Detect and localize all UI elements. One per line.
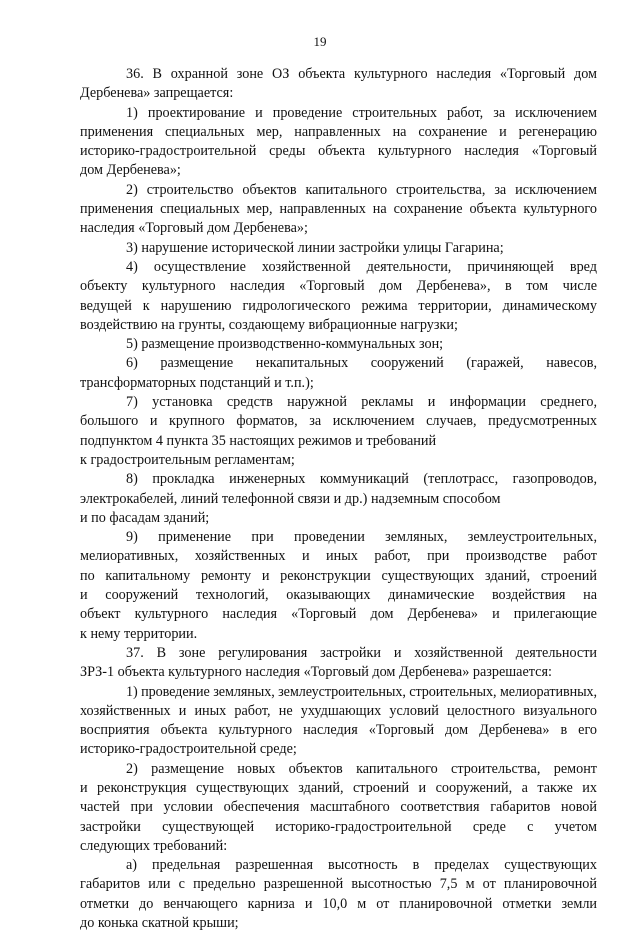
text-line: наследия «Торговый дом Дербенева»;	[80, 220, 308, 237]
text-line: к нему территории.	[80, 625, 198, 642]
text-line: восприятия объекта культурного наследия «Торговый дом Дербенева» в его	[80, 722, 597, 739]
text-line: ведущей к нарушению гидрологического режима территории, динамическому	[80, 297, 597, 314]
text-line: и реконструкция существующих зданий, строений и сооружений, а также их	[80, 779, 597, 796]
text-line: 2) размещение новых объектов капитального строительства, ремонт	[126, 760, 597, 777]
document-body	[80, 65, 597, 933]
text-line: а) предельная разрешенная высотность в пределах существующих	[126, 857, 597, 874]
text-line: 3) нарушение исторической линии застройки улицы Гагарина;	[126, 239, 504, 256]
text-line: 9) применение при проведении земляных, землеустроительных,	[126, 529, 597, 546]
text-line: подпунктом 4 пункта 35 настоящих режимов и требований	[80, 432, 437, 449]
text-line: большого и крупного форматов, за исключением случаев, предусмотренных	[80, 413, 597, 430]
text-line: историко-градостроительной среды объекта культурного наследия «Торговый	[80, 143, 597, 160]
text-line: трансформаторных подстанций и т.п.);	[80, 374, 314, 391]
text-line: 6) размещение некапитальных сооружений (гаражей, навесов,	[126, 355, 597, 372]
text-line: мелиоративных, хозяйственных и иных работ, при производстве работ	[80, 548, 597, 565]
text-line: воздействию на грунты, создающему вибрационные нагрузки;	[80, 316, 458, 333]
text-line: к градостроительным регламентам;	[80, 451, 295, 468]
text-line: хозяйственных и иных работ, не ухудшающих условий целостного визуального	[80, 702, 597, 719]
text-line: 37. В зоне регулирования застройки и хозяйственной деятельности	[126, 644, 597, 661]
text-line: и сооружений технологий, оказывающих динамические воздействия на	[80, 587, 597, 604]
text-line: застройки существующей историко-градостроительной среде с учетом	[80, 818, 597, 835]
text-line: объекту культурного наследия «Торговый дом Дербенева», в том числе	[80, 278, 597, 295]
text-line: историко-градостроительной среде;	[80, 741, 297, 758]
text-line: 1) проектирование и проведение строительных работ, за исключением	[126, 104, 597, 121]
text-line: следующих требований:	[80, 837, 228, 854]
text-line: объект культурного наследия «Торговый дом Дербенева» и прилегающие	[80, 606, 597, 623]
text-line: 7) установка средств наружной рекламы и информации среднего,	[126, 394, 597, 411]
text-line: 4) осуществление хозяйственной деятельности, причиняющей вред	[126, 258, 597, 275]
text-line: Дербенева» запрещается:	[80, 85, 234, 102]
text-line: ЗРЗ-1 объекта культурного наследия «Торговый дом Дербенева» разрешается:	[80, 664, 552, 681]
text-line: и по фасадам зданий;	[80, 509, 210, 526]
text-line: электрокабелей, линий телефонной связи и др.) надземным способом	[80, 490, 501, 507]
text-line: отметки до венчающего карниза и 10,0 м от планировочной отметки земли	[80, 895, 597, 912]
text-line: применения специальных мер, направленных на сохранение и регенерацию	[80, 123, 597, 140]
text-line: применения специальных мер, направленных на сохранение объекта культурного	[80, 201, 597, 218]
text-line: по капитальному ремонту и реконструкции существующих зданий, строений	[80, 567, 597, 584]
text-line: частей при условии обеспечения масштабного соответствия габаритов новой	[80, 799, 597, 816]
text-line: 2) строительство объектов капитального строительства, за исключением	[126, 181, 597, 198]
text-line: 8) прокладка инженерных коммуникаций (теплотрасс, газопроводов,	[126, 471, 597, 488]
text-line: 36. В охранной зоне ОЗ объекта культурного наследия «Торговый дом	[126, 66, 597, 82]
text-line: дом Дербенева»;	[80, 162, 181, 179]
page-number: 19	[313, 34, 327, 49]
text-line: 1) проведение земляных, землеустроительных, строительных, мелиоративных,	[126, 683, 597, 700]
text-line: габаритов или с предельно разрешенной высотностью 7,5 м от планировочной	[80, 876, 597, 893]
text-line: 5) размещение производственно-коммунальных зон;	[126, 336, 444, 353]
text-line: до конька скатной крыши;	[80, 915, 239, 932]
